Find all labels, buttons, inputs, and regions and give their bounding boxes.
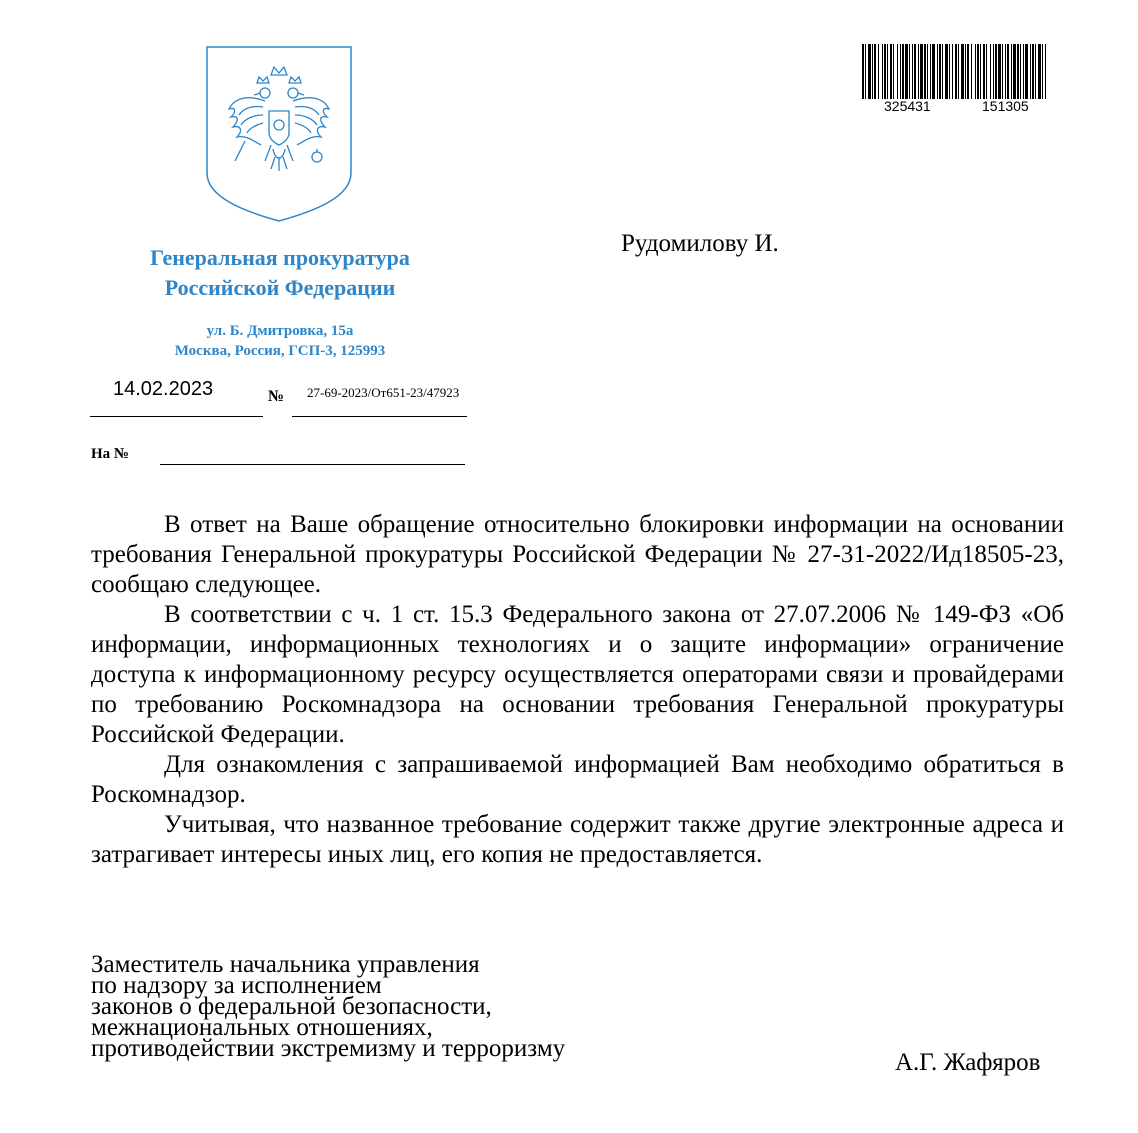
barcode-bar bbox=[1035, 44, 1036, 99]
barcode-bar bbox=[1042, 44, 1043, 99]
barcode-bar bbox=[1023, 44, 1024, 99]
barcode-bar bbox=[977, 44, 979, 99]
barcode bbox=[862, 44, 1048, 99]
barcode-bar bbox=[872, 44, 873, 99]
position-line: законов о федеральной безопасности, bbox=[91, 993, 492, 1020]
russian-coat-of-arms-icon bbox=[205, 45, 353, 223]
org-name-line1: Генеральная прокуратура bbox=[150, 245, 410, 270]
document-number: 27-69-2023/От651-23/47923 bbox=[307, 385, 460, 400]
barcode-bar bbox=[995, 44, 997, 99]
barcode-bar bbox=[998, 44, 1001, 99]
barcode-bar bbox=[990, 44, 991, 99]
barcode-bar bbox=[1017, 44, 1019, 99]
barcode-bar bbox=[1011, 44, 1012, 99]
barcode-bar bbox=[958, 44, 959, 99]
barcode-bar bbox=[939, 44, 941, 99]
barcode-bar bbox=[887, 44, 888, 99]
barcode-bar bbox=[930, 44, 931, 99]
paragraph-4: Учитывая, что названное требование содержит также другие электронные адреса и затрагивает интересы иных лиц, его копия не предоставляется. bbox=[91, 811, 1064, 868]
barcode-bar bbox=[927, 44, 928, 99]
barcode-bar bbox=[1020, 44, 1021, 99]
barcode-bar bbox=[955, 44, 957, 99]
barcode-bar bbox=[961, 44, 964, 99]
reference-underline bbox=[160, 464, 465, 465]
letter-body bbox=[91, 510, 1064, 870]
barcode-bar bbox=[914, 44, 916, 99]
barcode-bar bbox=[932, 44, 935, 99]
barcode-bar bbox=[902, 44, 904, 99]
barcode-bar bbox=[942, 44, 943, 99]
barcode-bar bbox=[865, 44, 866, 99]
barcode-bar bbox=[952, 44, 953, 99]
barcode-bar bbox=[1025, 44, 1028, 99]
number-underline bbox=[292, 416, 467, 417]
barcode-bar bbox=[993, 44, 994, 99]
barcode-bar bbox=[1013, 44, 1016, 99]
barcode-bar bbox=[890, 44, 892, 99]
barcode-bar bbox=[1045, 44, 1046, 99]
position-line: по надзору за исполнением bbox=[91, 972, 382, 999]
document-date: 14.02.2023 bbox=[113, 378, 214, 400]
barcode-bar bbox=[971, 44, 972, 99]
paragraph-3: Для ознакомления с запрашиваемой информацией Вам необходимо обратиться в Роскомнадзор. bbox=[91, 751, 1064, 808]
barcode-left-digits: 325431 bbox=[884, 98, 931, 114]
barcode-bar bbox=[967, 44, 969, 99]
address-line1: ул. Б. Дмитровка, 15а bbox=[206, 323, 354, 339]
signature-position bbox=[91, 951, 566, 1062]
paragraph-1: В ответ на Ваше обращение относительно блокировки информации на основании требования Генеральной прокуратуры Российской Федерации № 27-31-2022/Ид18505-23, сообщаю следующее. bbox=[91, 511, 1064, 598]
position-line: Заместитель начальника управления bbox=[91, 951, 480, 978]
barcode-bar bbox=[1007, 44, 1009, 99]
barcode-bar bbox=[912, 44, 913, 99]
address-line2: Москва, Россия, ГСП-3, 125993 bbox=[174, 343, 386, 359]
barcode-bar bbox=[983, 44, 985, 99]
paragraph-2: В соответствии с ч. 1 ст. 15.3 Федерального закона от 27.07.2006 № 149-ФЗ «Об информации, информационных технологиях и о защите информации» ограничение доступа к информационному ресурсу осуществляется операторами связи и провайдерами по требованию Роскомнадзора на основании требования Генеральной прокуратуры Российской Федерации. bbox=[91, 601, 1064, 748]
number-sign: № bbox=[268, 388, 285, 405]
barcode-bar bbox=[945, 44, 948, 99]
barcode-bar bbox=[924, 44, 926, 99]
position-line: межнациональных отношениях, bbox=[91, 1014, 433, 1041]
barcode-bar bbox=[920, 44, 923, 99]
recipient-name: Рудомилову И. bbox=[621, 230, 779, 257]
barcode-bar bbox=[975, 44, 976, 99]
reference-label: На № bbox=[91, 446, 129, 462]
barcode-bar bbox=[884, 44, 886, 99]
barcode-bar bbox=[862, 44, 864, 99]
org-name-line2: Российской Федерации bbox=[164, 275, 396, 300]
barcode-bar bbox=[980, 44, 981, 99]
barcode-bar bbox=[900, 44, 901, 99]
barcode-bar bbox=[986, 44, 987, 99]
barcode-bar bbox=[878, 44, 879, 99]
barcode-bar bbox=[897, 44, 898, 99]
barcode-bar bbox=[937, 44, 938, 99]
barcode-bar bbox=[909, 44, 910, 99]
barcode-bar bbox=[882, 44, 883, 99]
barcode-bar bbox=[874, 44, 876, 99]
barcode-bar bbox=[868, 44, 871, 99]
barcode-bar bbox=[893, 44, 894, 99]
barcode-bar bbox=[1038, 44, 1041, 99]
barcode-right-digits: 151305 bbox=[982, 98, 1029, 114]
date-underline bbox=[90, 416, 263, 417]
position-line: противодействии экстремизму и терроризму bbox=[91, 1035, 566, 1062]
barcode-bar bbox=[1032, 44, 1034, 99]
barcode-bar bbox=[1030, 44, 1031, 99]
barcode-bar bbox=[905, 44, 908, 99]
barcode-bar bbox=[949, 44, 950, 99]
signer-name: А.Г. Жафяров bbox=[895, 1049, 1041, 1076]
barcode-bar bbox=[965, 44, 966, 99]
barcode-bar bbox=[1002, 44, 1003, 99]
barcode-bar bbox=[918, 44, 919, 99]
barcode-bar bbox=[1005, 44, 1006, 99]
